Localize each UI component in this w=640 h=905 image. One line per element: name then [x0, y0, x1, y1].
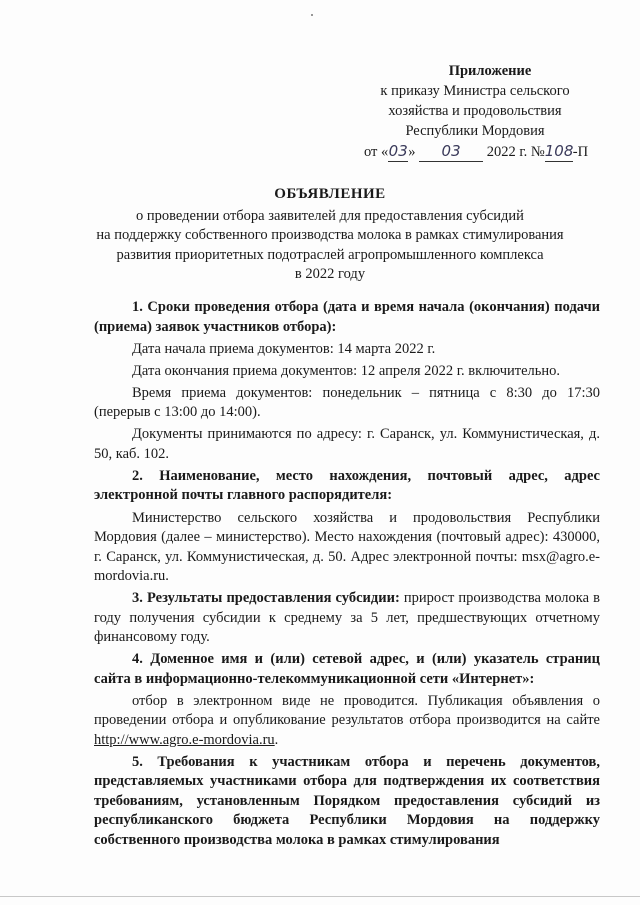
section-4-end: .	[274, 731, 279, 748]
handwritten-day: 03	[388, 142, 408, 160]
section-4-text: отбор в электронном виде не проводится. Публикация объявления о проведении отбора и опубликование результатов отбора производится на сайте	[94, 692, 600, 729]
heading-line-1: о проведении отбора заявителей для предоставления субсидий	[136, 207, 524, 224]
order-date-line	[330, 141, 620, 162]
scan-speck	[311, 14, 313, 16]
section-1-hours: Время приема документов: понедельник – пятница с 8:30 до 17:30 (перерыв с 13:00 до 14:00).	[94, 384, 600, 421]
section-3-title: 3. Результаты предоставления субсидии:	[132, 590, 400, 607]
section-3-paragraph	[94, 589, 600, 648]
appendix-title: Приложение	[448, 63, 532, 79]
section-3-text: прирост производства молока в году получения субсидии к среднему за 5 лет, предшествующих отчетному финансовому году.	[94, 590, 600, 646]
handwritten-month: 03	[419, 141, 483, 162]
handwritten-order-number: 108	[544, 142, 574, 160]
announcement-body	[94, 298, 600, 853]
section-4-title: 4. Доменное имя и (или) сетевой адрес, и (или) указатель страниц сайта в информационно-телекоммуникационной сети «Интернет»:	[94, 651, 600, 687]
section-5-title: 5. Требования к участникам отбора и перечень документов, представляемых участниками отбора для подтверждения их соответствия требованиям, установленным Порядком предоставления субсидий из республиканского бюджета Республики Мордовия на поддержку собственного производства молока в рамках стимулирования	[94, 753, 600, 848]
date-prefix: от «	[363, 144, 389, 160]
page-edge-line	[0, 896, 640, 897]
date-mid: »	[408, 144, 416, 160]
year-part: 2022 г. №	[486, 144, 545, 160]
order-suffix: -П	[572, 144, 589, 160]
section-1-end-date: Дата окончания приема документов: 12 апреля 2022 г. включительно.	[132, 362, 561, 379]
section-1-address: Документы принимаются по адресу: г. Саранск, ул. Коммунистическая, д. 50, каб. 102.	[94, 426, 600, 462]
announcement-title: ОБЪЯВЛЕНИЕ	[274, 186, 386, 202]
appendix-line-3: Республики Мордовия	[405, 123, 545, 139]
appendix-line-1: к приказу Министра сельского	[380, 83, 570, 99]
section-4-paragraph	[94, 692, 600, 751]
section-1-title: 1. Сроки проведения отбора (дата и время начала (окончания) подачи (приема) заявок участников отбора):	[94, 299, 600, 335]
section-2-title: 2. Наименование, место нахождения, почтовый адрес, адрес электронной почты главного распорядителя:	[94, 467, 600, 504]
appendix-line-2: хозяйства и продовольствия	[388, 103, 562, 119]
section-2-text: Министерство сельского хозяйства и продовольствия Республики Мордовия (далее – министерство). Место нахождения (почтовый адрес): 430000, г. Саранск, ул. Коммунистическая, д. 50. Адрес электронной почты: msx@agro.e-mordovia.ru.	[94, 509, 600, 585]
heading-line-3: развития приоритетных подотраслей агропромышленного комплекса	[116, 246, 544, 263]
heading-line-2: на поддержку собственного производства молока в рамках стимулирования	[96, 227, 564, 243]
site-link[interactable]: http://www.agro.e-mordovia.ru	[94, 731, 275, 748]
section-1-start-date: Дата начала приема документов: 14 марта 2022 г.	[132, 340, 436, 357]
appendix-block	[330, 61, 620, 162]
heading-line-4: в 2022 году	[294, 266, 366, 282]
announcement-heading	[60, 185, 600, 285]
